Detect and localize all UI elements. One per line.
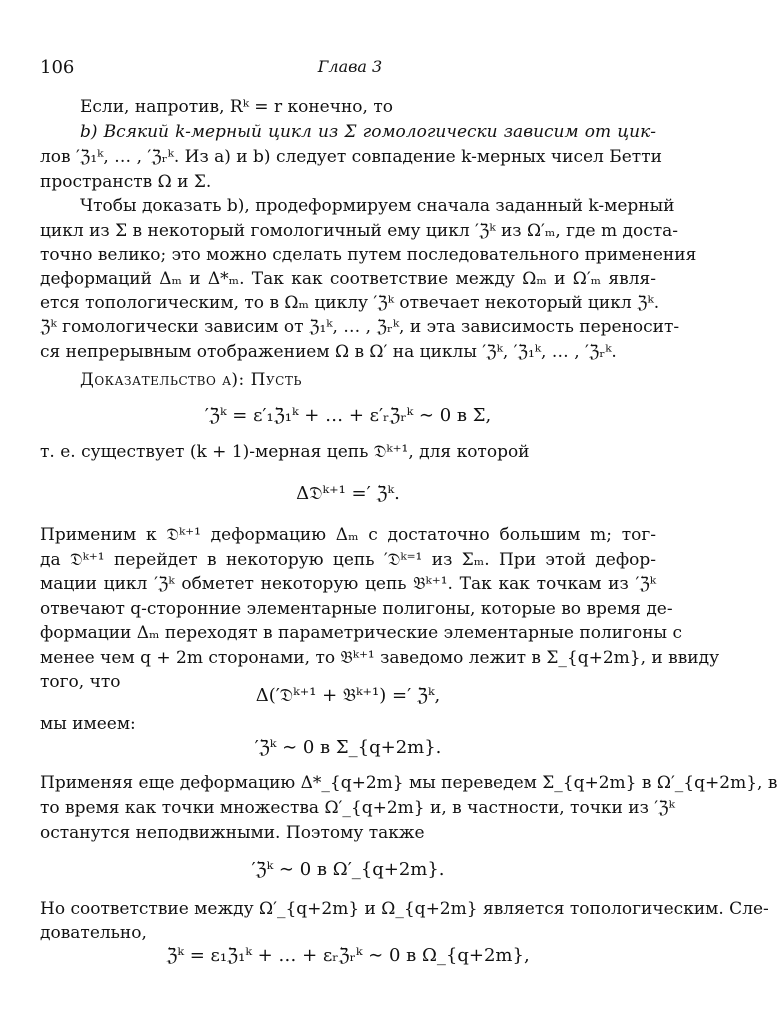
text-line: менее чем q + 2m сторонами, то 𝔅ᵏ⁺¹ заведомо лежит в Σ_{q+2m}, и ввиду [40,648,720,668]
text-line: Применим к 𝔇ᵏ⁺¹ деформацию Δₘ с достаточно большим m; тог- [40,525,656,545]
formula: ′ℨᵏ = ε′₁ℨ₁ᵏ + … + ε′ᵣℨᵣᵏ ∼ 0 в Σ, [204,405,492,426]
text-line: т. е. существует (k + 1)-мерная цепь 𝔇ᵏ⁺¹, для которой [40,442,530,462]
text-line: то время как точки множества Ω′_{q+2m} и, в частности, точки из ′ℨᵏ [40,798,675,818]
text-line: мации цикл ′ℨᵏ обметет некоторую цепь 𝔅ᵏ⁺¹. Так как точкам из ′ℨᵏ [40,574,656,594]
text-line: Чтобы доказать b), продеформируем сначала заданный k-мерный [80,196,675,216]
page-number: 106 [40,57,75,78]
text-line: деформаций Δₘ и Δ*ₘ. Так как соответствие между Ωₘ и Ω′ₘ явля- [40,269,656,289]
text-line: ется топологическим, то в Ωₘ циклу ′ℨᵏ отвечает некоторый цикл ℨᵏ. [40,293,660,313]
text-line: довательно, [40,923,147,943]
text-line: лов ′ℨ₁ᵏ, … , ′ℨᵣᵏ. Из a) и b) следует совпадение k-мерных чисел Бетти [40,147,662,167]
formula: ′ℨᵏ ∼ 0 в Ω′_{q+2m}. [251,859,445,880]
text-line: мы имеем: [40,714,136,734]
formula: Δ(′𝔇ᵏ⁺¹ + 𝔅ᵏ⁺¹) =′ ℨᵏ, [255,685,441,706]
text-line: точно велико; это можно сделать путем последовательного применения [40,245,697,265]
text-line: ся непрерывным отображением Ω в Ω′ на циклы ′ℨᵏ, ′ℨ₁ᵏ, … , ′ℨᵣᵏ. [40,342,617,362]
text-line: Но соответствие между Ω′_{q+2m} и Ω_{q+2m} является топологическим. Сле- [40,899,769,919]
text-line: того, что [40,672,121,692]
text-line: Применяя еще деформацию Δ*_{q+2m} мы переведем Σ_{q+2m} в Ω′_{q+2m}, в [40,773,777,793]
text-line: останутся неподвижными. Поэтому также [40,823,425,843]
text-line: пространств Ω и Σ. [40,172,212,192]
text-line: Если, напротив, Rᵏ = r конечно, то [80,97,393,117]
formula: ′ℨᵏ ∼ 0 в Σ_{q+2m}. [254,737,442,758]
formula: Δ𝔇ᵏ⁺¹ =′ ℨᵏ. [296,483,400,504]
text-line: отвечают q-сторонние элементарные полигоны, которые во время де- [40,599,673,619]
text-line: да 𝔇ᵏ⁺¹ перейдет в некоторую цепь ′𝔇ᵏ⁼¹ из Σₘ. При этой дефор- [40,550,656,570]
chapter-header: Глава 3 [317,57,383,76]
text-line: b) Всякий k-мерный цикл из Σ гомологически зависим от цик- [80,122,656,142]
text-line: формации Δₘ переходят в параметрические элементарные полигоны с [40,623,683,643]
text-line: цикл из Σ в некоторый гомологичный ему цикл ′ℨᵏ из Ω′ₘ, где m доста- [40,221,679,241]
proof-heading: Доказательство a): Пусть [80,370,302,390]
text-line: ℨᵏ гомологически зависим от ℨ₁ᵏ, … , ℨᵣᵏ, и эта зависимость переносит- [40,317,680,337]
formula: ℨᵏ = ε₁ℨ₁ᵏ + … + εᵣℨᵣᵏ ∼ 0 в Ω_{q+2m}, [166,945,530,966]
